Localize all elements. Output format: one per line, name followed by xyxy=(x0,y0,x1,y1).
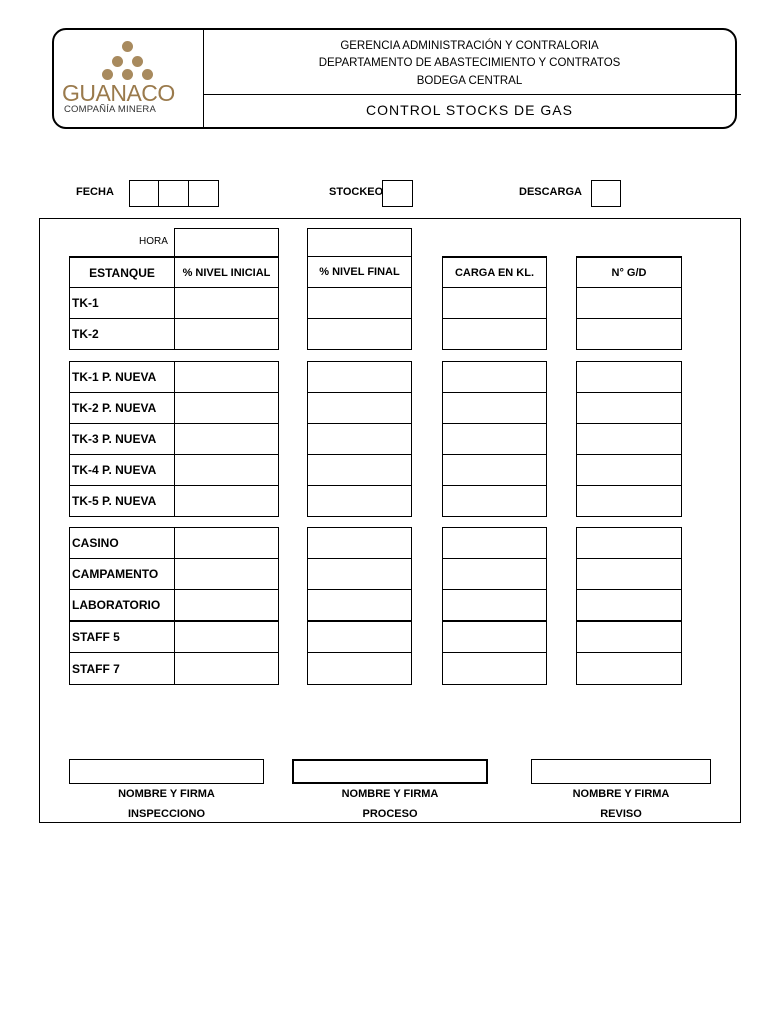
cell-tk1pn-gd[interactable] xyxy=(576,361,682,393)
cell-tk2-final[interactable] xyxy=(307,318,412,350)
row-label-staff5: STAFF 5 xyxy=(69,621,175,653)
cell-tk1pn-final[interactable] xyxy=(307,361,412,393)
stockeo-box[interactable] xyxy=(382,180,413,207)
cell-tk4pn-gd[interactable] xyxy=(576,454,682,486)
row-label-tk2-p-nueva: TK-2 P. NUEVA xyxy=(69,392,175,424)
signature-caption-proceso-line2: PROCESO xyxy=(362,808,418,820)
company-logo xyxy=(54,30,204,127)
cell-tk2pn-inicial[interactable] xyxy=(174,392,279,424)
cell-staff5-inicial[interactable] xyxy=(174,621,279,653)
hora-inicial-box[interactable] xyxy=(174,228,279,257)
cell-staff7-final[interactable] xyxy=(307,652,412,685)
logo-subtitle: COMPAÑÍA MINERA xyxy=(64,104,157,115)
fecha-month-box[interactable] xyxy=(158,180,189,207)
cell-tk2pn-carga[interactable] xyxy=(442,392,547,424)
cell-laboratorio-inicial[interactable] xyxy=(174,589,279,622)
cell-tk3pn-gd[interactable] xyxy=(576,423,682,455)
row-label-tk1-p-nueva: TK-1 P. NUEVA xyxy=(69,361,175,393)
col-header-nivel-final: % NIVEL FINAL xyxy=(307,256,412,288)
cell-tk4pn-inicial[interactable] xyxy=(174,454,279,486)
cell-casino-carga[interactable] xyxy=(442,527,547,559)
cell-laboratorio-carga[interactable] xyxy=(442,589,547,622)
header-divider xyxy=(204,94,741,95)
form-title: CONTROL STOCKS DE GAS xyxy=(366,102,573,118)
document-header xyxy=(52,28,737,129)
cell-tk5pn-carga[interactable] xyxy=(442,485,547,517)
cell-tk1-carga[interactable] xyxy=(442,287,547,319)
fecha-day-box[interactable] xyxy=(129,180,159,207)
header-line-bodega: BODEGA CENTRAL xyxy=(416,75,523,87)
col-header-carga: CARGA EN KL. xyxy=(442,256,547,288)
cell-tk3pn-inicial[interactable] xyxy=(174,423,279,455)
descarga-label: DESCARGA xyxy=(519,186,582,198)
logo-dot xyxy=(142,69,153,80)
cell-tk4pn-final[interactable] xyxy=(307,454,412,486)
row-label-tk3-p-nueva: TK-3 P. NUEVA xyxy=(69,423,175,455)
hora-final-box[interactable] xyxy=(307,228,412,257)
cell-tk1-gd[interactable] xyxy=(576,287,682,319)
cell-casino-gd[interactable] xyxy=(576,527,682,559)
cell-tk2pn-gd[interactable] xyxy=(576,392,682,424)
row-label-tk4-p-nueva: TK-4 P. NUEVA xyxy=(69,454,175,486)
cell-tk3pn-carga[interactable] xyxy=(442,423,547,455)
cell-tk2-gd[interactable] xyxy=(576,318,682,350)
cell-staff5-gd[interactable] xyxy=(576,621,682,653)
row-label-tk2: TK-2 xyxy=(69,318,175,350)
signature-caption-reviso-line2: REVISO xyxy=(600,808,642,820)
logo-dot xyxy=(122,69,133,80)
row-label-tk1: TK-1 xyxy=(69,287,175,319)
cell-staff7-gd[interactable] xyxy=(576,652,682,685)
logo-dot xyxy=(122,41,133,52)
logo-name: GUANACO xyxy=(62,80,175,106)
row-label-campamento: CAMPAMENTO xyxy=(69,558,175,590)
header-line-departamento: DEPARTAMENTO DE ABASTECIMIENTO Y CONTRATOS xyxy=(318,57,621,69)
cell-campamento-carga[interactable] xyxy=(442,558,547,590)
logo-dot xyxy=(112,56,123,67)
signature-box-reviso[interactable] xyxy=(531,759,711,784)
logo-dot xyxy=(102,69,113,80)
cell-casino-inicial[interactable] xyxy=(174,527,279,559)
cell-tk2pn-final[interactable] xyxy=(307,392,412,424)
cell-laboratorio-gd[interactable] xyxy=(576,589,682,622)
row-label-laboratorio: LABORATORIO xyxy=(69,589,175,622)
cell-staff5-final[interactable] xyxy=(307,621,412,653)
signature-caption-reviso-line1: NOMBRE Y FIRMA xyxy=(572,788,670,800)
cell-tk5pn-gd[interactable] xyxy=(576,485,682,517)
cell-campamento-gd[interactable] xyxy=(576,558,682,590)
row-label-staff7: STAFF 7 xyxy=(69,652,175,685)
col-header-nivel-inicial: % NIVEL INICIAL xyxy=(174,256,279,288)
signature-box-proceso[interactable] xyxy=(292,759,488,784)
cell-campamento-final[interactable] xyxy=(307,558,412,590)
signature-caption-proceso-line1: NOMBRE Y FIRMA xyxy=(341,788,439,800)
cell-tk5pn-inicial[interactable] xyxy=(174,485,279,517)
cell-campamento-inicial[interactable] xyxy=(174,558,279,590)
cell-tk1-final[interactable] xyxy=(307,287,412,319)
cell-tk3pn-final[interactable] xyxy=(307,423,412,455)
cell-tk5pn-final[interactable] xyxy=(307,485,412,517)
cell-tk1pn-inicial[interactable] xyxy=(174,361,279,393)
stockeo-label: STOCKEO xyxy=(329,186,384,198)
cell-tk2-inicial[interactable] xyxy=(174,318,279,350)
cell-tk4pn-carga[interactable] xyxy=(442,454,547,486)
descarga-box[interactable] xyxy=(591,180,621,207)
hora-label: HORA xyxy=(139,236,168,247)
row-label-tk5-p-nueva: TK-5 P. NUEVA xyxy=(69,485,175,517)
cell-tk1pn-carga[interactable] xyxy=(442,361,547,393)
cell-staff5-carga[interactable] xyxy=(442,621,547,653)
logo-dot xyxy=(132,56,143,67)
cell-staff7-inicial[interactable] xyxy=(174,652,279,685)
cell-tk1-inicial[interactable] xyxy=(174,287,279,319)
signature-caption-inspecciono-line1: NOMBRE Y FIRMA xyxy=(118,788,215,800)
fecha-year-box[interactable] xyxy=(188,180,219,207)
cell-laboratorio-final[interactable] xyxy=(307,589,412,622)
cell-tk2-carga[interactable] xyxy=(442,318,547,350)
header-line-gerencia: GERENCIA ADMINISTRACIÓN Y CONTRALORIA xyxy=(340,40,599,52)
cell-staff7-carga[interactable] xyxy=(442,652,547,685)
col-header-estanque: ESTANQUE xyxy=(69,256,175,288)
signature-box-inspecciono[interactable] xyxy=(69,759,264,784)
col-header-gd: N° G/D xyxy=(576,256,682,288)
fecha-label: FECHA xyxy=(76,186,114,198)
cell-casino-final[interactable] xyxy=(307,527,412,559)
signature-caption-inspecciono-line2: INSPECCIONO xyxy=(127,808,205,820)
row-label-casino: CASINO xyxy=(69,527,175,559)
